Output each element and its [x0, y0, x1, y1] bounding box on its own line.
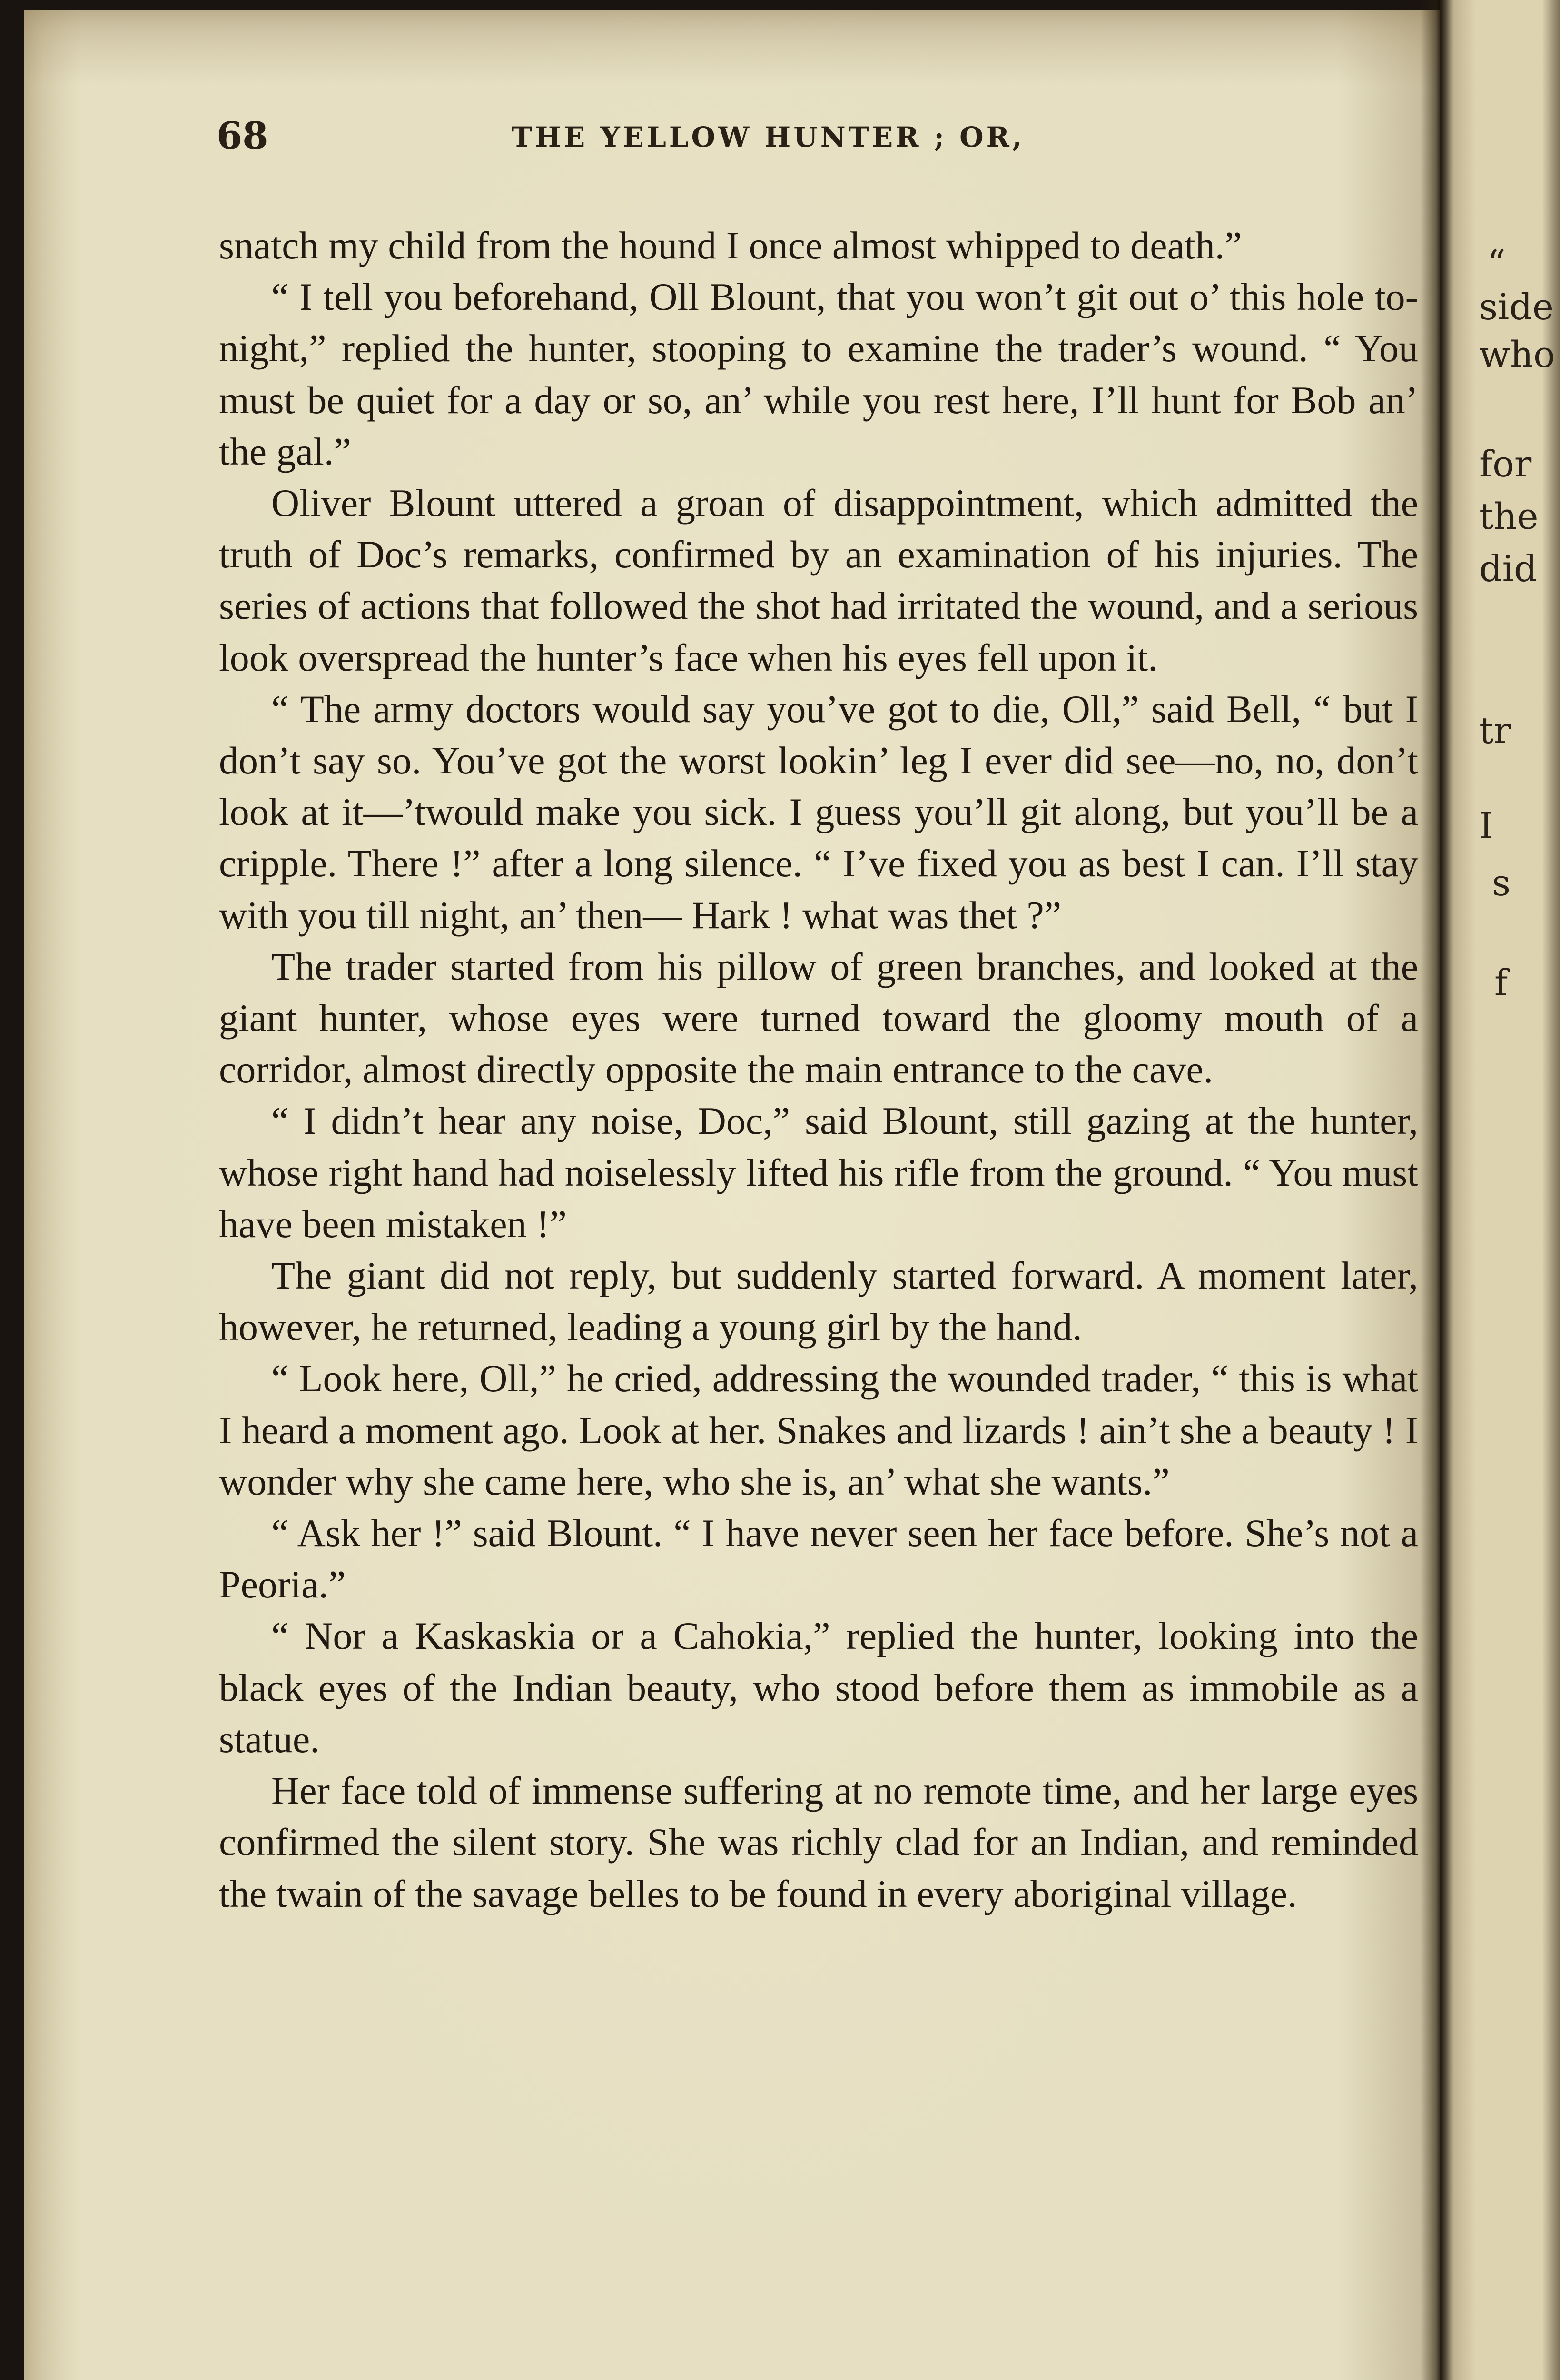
paragraph: “ Look here, Oll,” he cried, addressing the wounded trader, “ this is what I heard a moment ago. Look at her. Snakes and lizards ! ain’t she a beauty ! I wonder why she came here, who she is, an’ what she wants.”: [219, 1357, 1418, 1503]
next-page-fragment: for: [1479, 443, 1532, 485]
paragraph: “ The army doctors would say you’ve got to die, Oll,” said Bell, “ but I don’t say so. You’ve got the worst lookin’ leg I ever did see—no, no, don’t look at it—’twould make you sick. I guess you’ll git along, but you’ll be a cripple. There !” after a long silence. “ I’ve fixed you as best I can. I’ll stay with you till night, an’ then— Hark ! what was thet ?”: [219, 687, 1418, 937]
paragraph: The trader started from his pillow of green branches, and looked at the giant hunter, whose eyes were turned toward the gloomy mouth of a corridor, almost directly opposite the main entrance to the cave.: [219, 944, 1418, 1091]
page-number: 68: [217, 114, 268, 158]
next-page-fragment: side: [1479, 286, 1554, 328]
paragraph: Her face told of immense suffering at no remote time, and her large eyes confirmed the silent story. She was richly clad for an Indian, and reminded the twain of the savage belles to be found in every aboriginal village.: [219, 1769, 1418, 1915]
paragraph: The giant did not reply, but suddenly started forward. A moment later, however, he returned, leading a young girl by the hand.: [219, 1254, 1418, 1349]
paragraph: snatch my child from the hound I once almost whipped to death.”: [219, 224, 1242, 267]
next-page-fragment: I: [1479, 804, 1494, 847]
paragraph: Oliver Blount uttered a groan of disappointment, which admitted the truth of Doc’s remarks, confirmed by an examination of his injuries. The series of actions that followed the shot had irritated the wound, and a serious look overspread the hunter’s face when his eyes fell upon it.: [219, 481, 1418, 679]
next-page-fragment: s: [1492, 862, 1511, 904]
body-text: [219, 220, 1418, 1920]
paragraph: “ Nor a Kaskaskia or a Cahokia,” replied the hunter, looking into the black eyes of the Indian beauty, who stood before them as immobile as a statue.: [219, 1614, 1418, 1761]
book-spine-shadow: [1421, 0, 1454, 2380]
next-page-fragment: did: [1479, 547, 1537, 590]
next-page-fragment: “: [1487, 242, 1506, 284]
paragraph: “ I tell you beforehand, Oll Blount, that you won’t git out o’ this hole to-night,” replied the hunter, stooping to examine the trader’s wound. “ You must be quiet for a day or so, an’ while you rest here, I’ll hunt for Bob an’ the gal.”: [219, 275, 1418, 473]
next-page-fragment: f: [1494, 962, 1508, 1004]
next-page-fragment: the: [1479, 495, 1539, 537]
running-title: THE YELLOW HUNTER ; OR,: [512, 121, 1025, 153]
paragraph: “ I didn’t hear any noise, Doc,” said Blount, still gazing at the hunter, whose right hand had noiselessly lifted his rifle from the ground. “ You must have been mistaken !”: [219, 1099, 1418, 1246]
page-header: [217, 114, 1416, 162]
next-page-fragment: who: [1479, 333, 1555, 376]
next-page-fragment: tr: [1479, 709, 1511, 752]
paragraph: “ Ask her !” said Blount. “ I have never seen her face before. She’s not a Peoria.”: [219, 1511, 1418, 1606]
